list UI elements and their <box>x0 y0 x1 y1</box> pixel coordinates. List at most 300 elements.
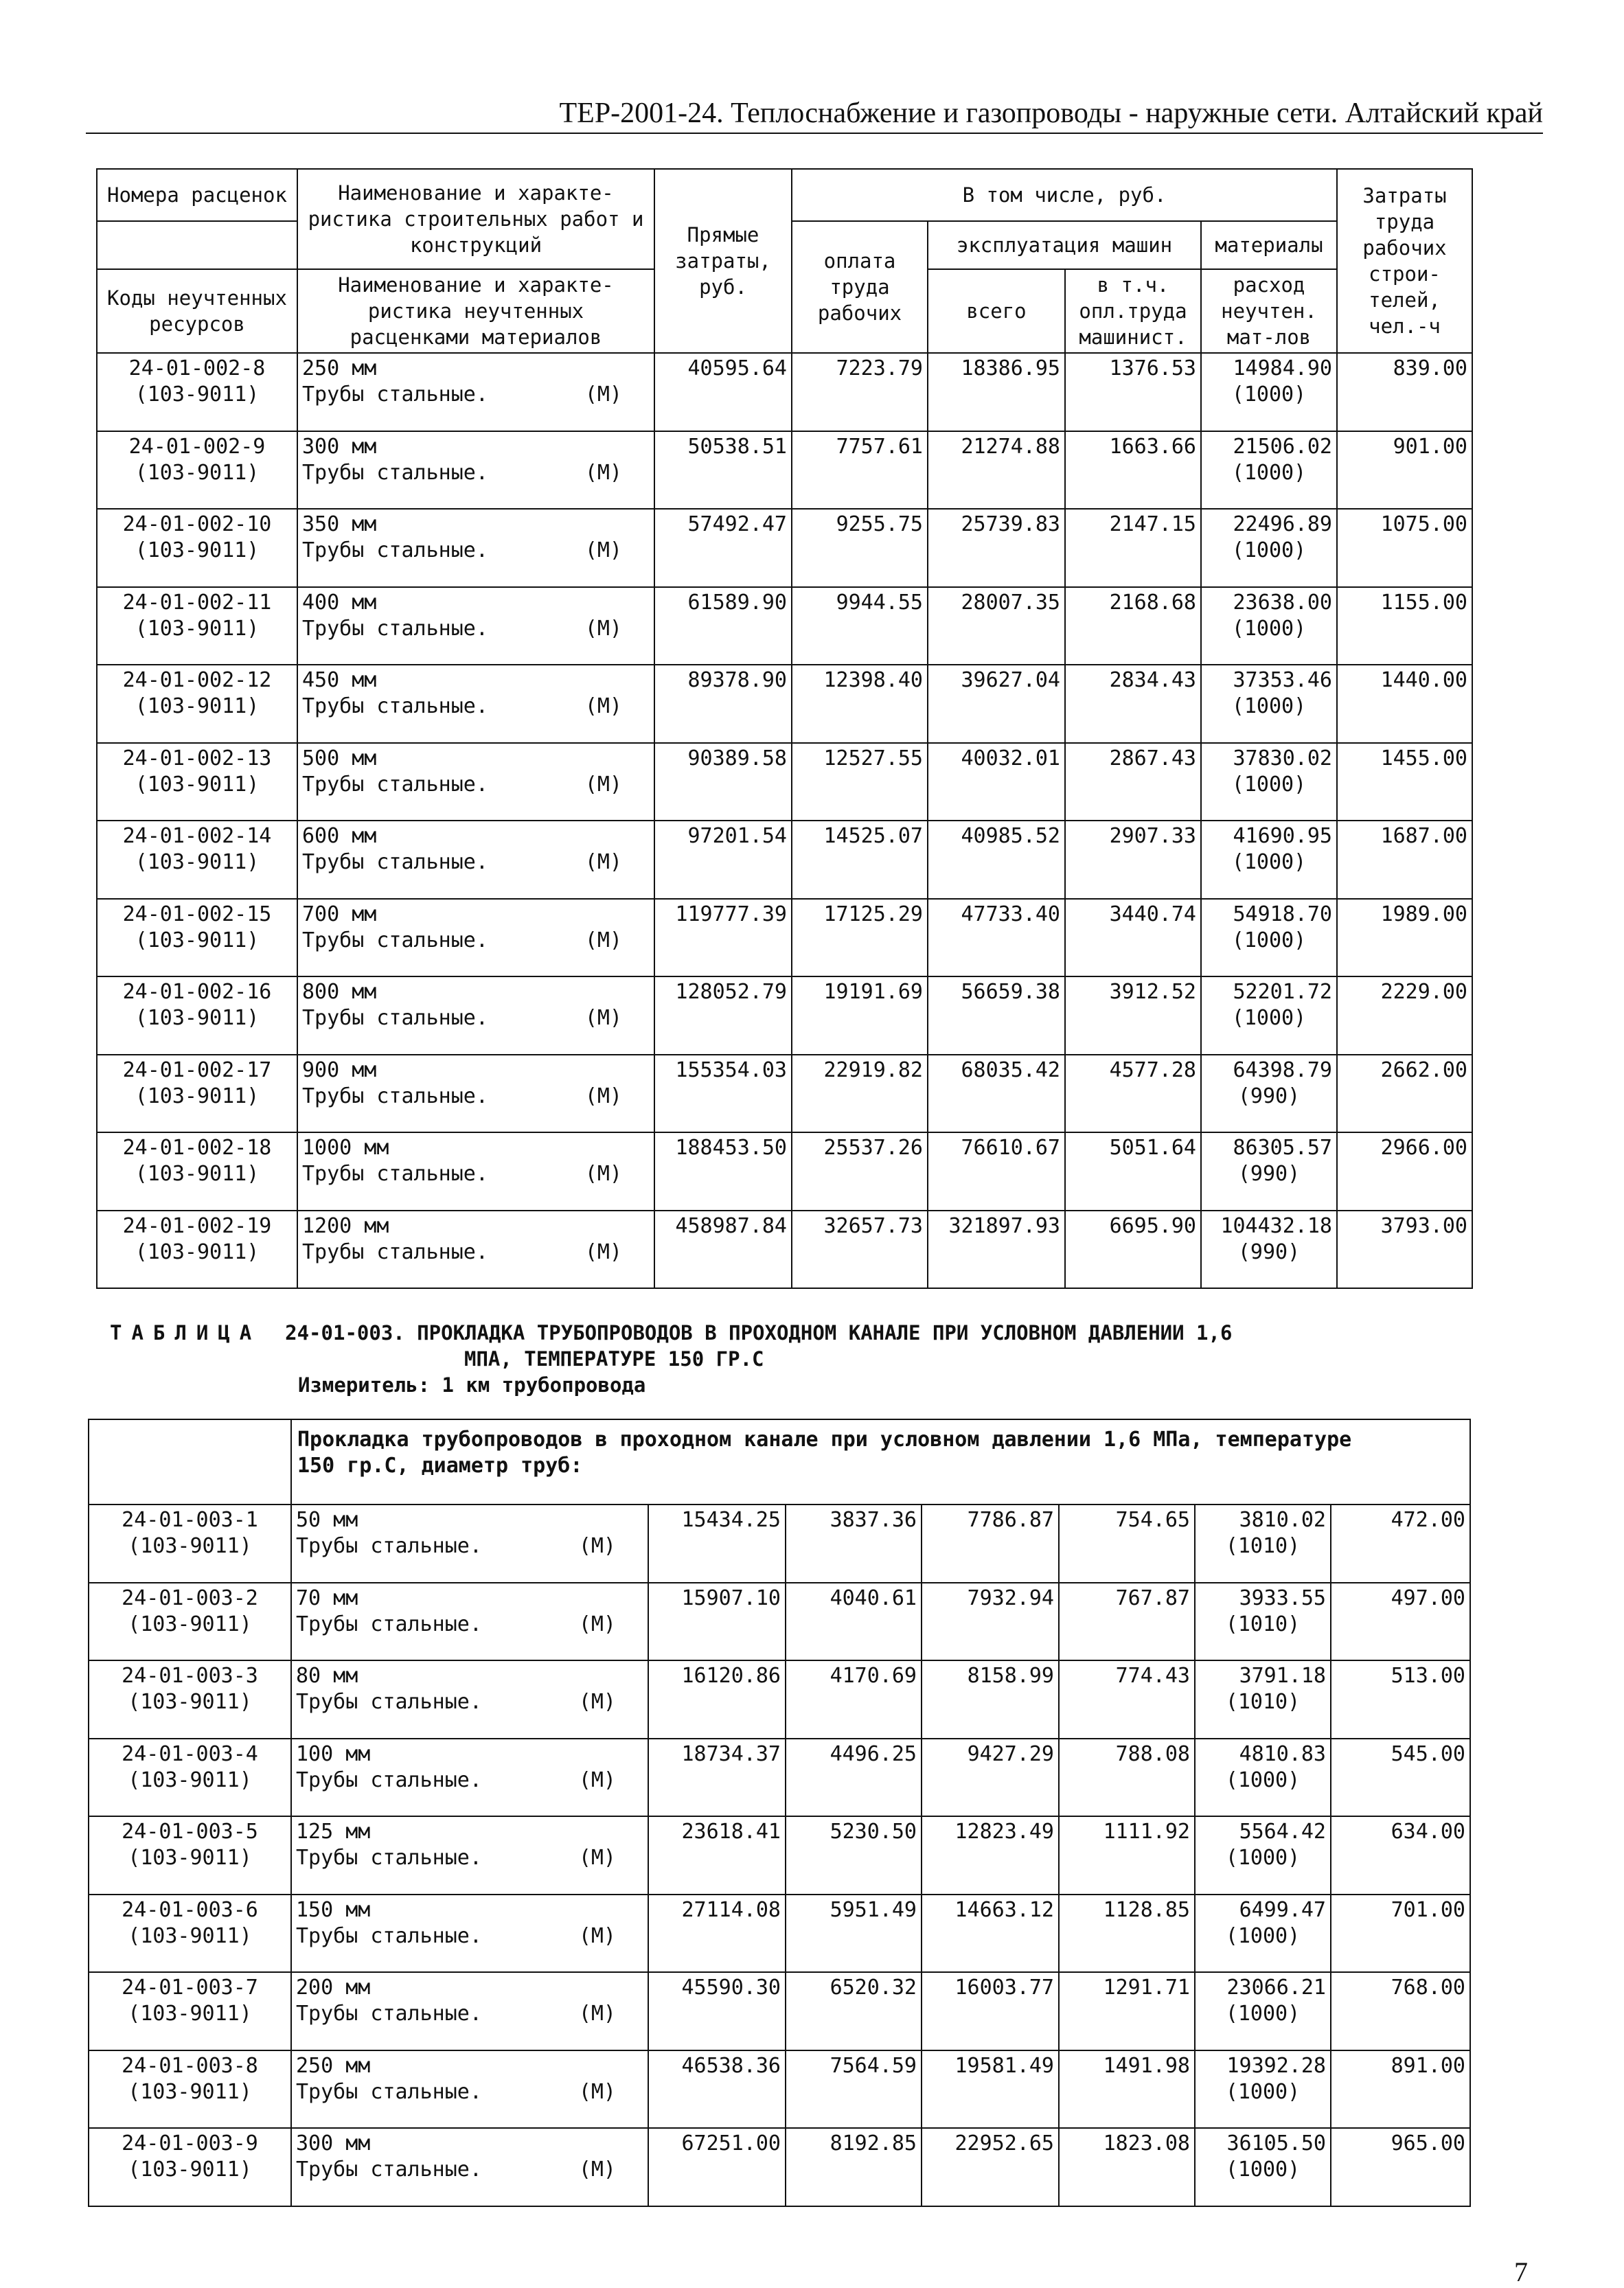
labor-hours-cell <box>1331 1972 1470 2050</box>
labor-hours-cell <box>1337 821 1472 899</box>
machine-labor: 2867.43 <box>1109 746 1196 770</box>
direct-cost: 15434.25 <box>681 1508 781 1532</box>
direct-cost-cell <box>654 431 792 510</box>
table-row <box>89 1972 1470 2050</box>
work-name-cell <box>291 1505 648 1583</box>
rate-code: 24-01-003-9 <box>122 2131 258 2155</box>
rate-code-cell <box>97 665 297 743</box>
material-name: Трубы стальные. <box>302 772 488 797</box>
direct-cost: 61589.90 <box>687 590 787 615</box>
table-row <box>97 821 1472 899</box>
labor-pay-cell <box>792 899 928 977</box>
machine-total-cell <box>928 431 1065 510</box>
rate-code-cell <box>89 2128 291 2206</box>
table-row <box>89 1583 1470 1661</box>
machine-total-cell <box>928 976 1065 1055</box>
rate-code-cell <box>97 1132 297 1211</box>
labor-hours: 1440.00 <box>1380 668 1467 692</box>
labor-hours-cell <box>1337 509 1472 587</box>
labor-hours: 634.00 <box>1391 1820 1465 1844</box>
material-name: Трубы стальные. <box>296 1923 482 1948</box>
machine-total-cell <box>928 509 1065 587</box>
machine-labor: 1111.92 <box>1103 1820 1190 1844</box>
materials-qty: (1000) <box>1231 460 1307 485</box>
pipe-diameter: 250 мм <box>302 356 377 380</box>
direct-cost-cell <box>654 976 792 1055</box>
labor-hours-cell <box>1337 665 1472 743</box>
rate-code: 24-01-002-13 <box>122 746 272 770</box>
pipe-diameter: 300 мм <box>296 2131 371 2155</box>
materials-qty: (1000) <box>1231 772 1307 797</box>
materials-qty: (1000) <box>1225 2002 1301 2026</box>
labor-hours-cell <box>1337 353 1472 431</box>
machine-labor-cell <box>1065 743 1201 821</box>
materials-qty: (990) <box>1237 1239 1301 1264</box>
material-name: Трубы стальные. <box>302 694 488 718</box>
materials-cell <box>1201 1055 1337 1133</box>
pipe-diameter: 800 мм <box>302 980 377 1004</box>
materials-qty: (1000) <box>1225 1768 1301 1792</box>
section-description <box>291 1419 1470 1505</box>
rate-code-cell <box>97 821 297 899</box>
labor-pay-cell <box>792 665 928 743</box>
materials-qty: (1010) <box>1225 1612 1301 1636</box>
labor-hours: 965.00 <box>1391 2131 1465 2155</box>
work-name-cell <box>297 899 654 977</box>
labor-hours-cell <box>1331 1895 1470 1973</box>
material-unit: (М) <box>584 694 622 718</box>
materials-qty: (1010) <box>1225 1534 1301 1558</box>
labor-pay: 5951.49 <box>830 1897 917 1922</box>
material-line <box>302 382 650 408</box>
labor-pay: 19191.69 <box>823 980 923 1004</box>
page-number: 7 <box>1514 2256 1528 2287</box>
labor-hours: 1455.00 <box>1380 746 1467 770</box>
work-name-cell <box>291 1816 648 1895</box>
labor-pay-cell <box>786 2050 922 2129</box>
table-title-line1: 24-01-003. ПРОКЛАДКА ТРУБОПРОВОДОВ В ПРОХОДНОМ КАНАЛЕ ПРИ УСЛОВНОМ ДАВЛЕНИИ 1,6 <box>285 1321 1233 1345</box>
pipe-diameter: 200 мм <box>296 1976 371 2000</box>
pipe-diameter: 70 мм <box>296 1586 358 1610</box>
rate-code-cell <box>97 743 297 821</box>
machine-labor: 1823.08 <box>1103 2131 1190 2155</box>
resource-code: (103-9011) <box>135 1084 260 1108</box>
machine-total: 21274.88 <box>961 434 1060 459</box>
machine-labor-cell <box>1065 899 1201 977</box>
rate-code: 24-01-003-2 <box>122 1586 258 1610</box>
direct-cost-cell <box>648 1505 786 1583</box>
direct-cost-cell <box>648 1739 786 1817</box>
direct-cost-cell <box>654 743 792 821</box>
direct-cost: 97201.54 <box>687 824 787 848</box>
work-name-cell <box>291 2050 648 2129</box>
labor-pay-cell <box>792 509 928 587</box>
table-row <box>89 1660 1470 1739</box>
resource-code: (103-9011) <box>135 616 260 641</box>
materials-cost: 41690.95 <box>1233 824 1332 848</box>
direct-cost-cell <box>654 1055 792 1133</box>
table-row <box>97 743 1472 821</box>
table-title-line2: МПА, ТЕМПЕРАТУРЕ 150 ГР.С <box>464 1347 764 1371</box>
labor-pay-cell <box>792 1055 928 1133</box>
table-row <box>97 587 1472 665</box>
machine-total: 7786.87 <box>967 1508 1054 1532</box>
labor-pay: 3837.36 <box>830 1508 917 1532</box>
machine-labor: 3912.52 <box>1109 980 1196 1004</box>
material-line <box>302 1084 650 1110</box>
labor-pay-cell <box>786 1583 922 1661</box>
labor-hours-cell <box>1331 2050 1470 2129</box>
resource-code: (103-9011) <box>128 2079 252 2104</box>
pipe-diameter: 300 мм <box>302 434 377 459</box>
labor-hours-cell <box>1331 1660 1470 1739</box>
machine-labor-cell <box>1065 1132 1201 1211</box>
work-name-cell <box>291 2128 648 2206</box>
machine-labor-cell <box>1059 1816 1195 1895</box>
materials-qty: (1000) <box>1231 694 1307 718</box>
machine-total: 8158.99 <box>967 1664 1054 1688</box>
material-name: Трубы стальные. <box>296 1534 482 1558</box>
materials-cost: 3933.55 <box>1239 1586 1326 1610</box>
table-row <box>89 1895 1470 1973</box>
section-line2: 150 гр.С, диаметр труб: <box>297 1454 583 1478</box>
labor-pay-cell <box>786 1972 922 2050</box>
material-line <box>302 928 650 954</box>
materials-cell <box>1201 899 1337 977</box>
material-line <box>296 2079 643 2105</box>
direct-cost-cell <box>654 353 792 431</box>
pipe-diameter: 1000 мм <box>302 1136 389 1160</box>
material-name: Трубы стальные. <box>296 1846 482 1870</box>
materials-cost: 37353.46 <box>1233 668 1332 692</box>
material-unit: (М) <box>578 2079 616 2104</box>
direct-cost: 46538.36 <box>681 2053 781 2078</box>
machine-labor: 1663.66 <box>1109 434 1196 459</box>
machine-labor-cell <box>1065 509 1201 587</box>
machine-labor-cell <box>1059 1505 1195 1583</box>
machine-total: 40032.01 <box>961 746 1060 770</box>
materials-cell <box>1201 431 1337 510</box>
rate-code-cell <box>89 1505 291 1583</box>
work-name-cell <box>297 665 654 743</box>
materials-qty: (990) <box>1237 1162 1301 1186</box>
direct-cost: 40595.64 <box>687 356 787 380</box>
table-row <box>97 976 1472 1055</box>
direct-cost: 89378.90 <box>687 668 787 692</box>
materials-cell <box>1201 821 1337 899</box>
work-name-cell <box>297 1055 654 1133</box>
materials-cell <box>1195 1505 1331 1583</box>
resource-code: (103-9011) <box>128 1534 252 1558</box>
material-line <box>296 1923 643 1949</box>
table-row <box>89 2128 1470 2206</box>
labor-hours-cell <box>1337 1055 1472 1133</box>
labor-hours-cell <box>1337 1132 1472 1211</box>
resource-code: (103-9011) <box>135 1006 260 1030</box>
col-including-header: В том числе, руб. <box>792 169 1337 221</box>
material-line <box>296 2001 643 2027</box>
materials-cell <box>1201 509 1337 587</box>
material-line <box>296 1845 643 1871</box>
rate-code: 24-01-003-6 <box>122 1897 258 1922</box>
labor-hours: 3793.00 <box>1380 1213 1467 1238</box>
machine-labor-cell <box>1059 1660 1195 1739</box>
direct-cost-cell <box>654 821 792 899</box>
direct-cost-cell <box>654 587 792 665</box>
rate-code-cell <box>97 353 297 431</box>
material-name: Трубы стальные. <box>296 2158 482 2182</box>
pipe-diameter: 700 мм <box>302 902 377 926</box>
direct-cost: 18734.37 <box>681 1741 781 1766</box>
rate-code-cell <box>97 509 297 587</box>
labor-hours: 901.00 <box>1393 434 1467 459</box>
resource-code: (103-9011) <box>135 538 260 562</box>
table-label: ТАБЛИЦА <box>110 1321 262 1345</box>
material-unit: (М) <box>584 928 622 952</box>
labor-hours-cell <box>1337 743 1472 821</box>
work-name-cell <box>297 431 654 510</box>
labor-pay: 14525.07 <box>823 824 923 848</box>
material-unit: (М) <box>578 1534 616 1558</box>
materials-cost: 14984.90 <box>1233 356 1332 380</box>
rate-code: 24-01-003-7 <box>122 1976 258 2000</box>
col-rate-number-header: Номера расценок <box>97 169 297 221</box>
direct-cost-cell <box>648 1583 786 1661</box>
direct-cost-cell <box>648 2050 786 2129</box>
resource-code: (103-9011) <box>135 1162 260 1186</box>
labor-hours: 891.00 <box>1391 2053 1465 2078</box>
labor-hours-cell <box>1337 1211 1472 1289</box>
machine-labor-cell <box>1065 665 1201 743</box>
machine-total: 76610.67 <box>961 1136 1060 1160</box>
machine-total: 40985.52 <box>961 824 1060 848</box>
machine-labor-cell <box>1065 431 1201 510</box>
labor-pay: 4496.25 <box>830 1741 917 1766</box>
direct-cost-cell <box>648 1816 786 1895</box>
machine-labor: 2147.15 <box>1109 512 1196 536</box>
rate-code: 24-01-003-4 <box>122 1741 258 1766</box>
machine-total: 68035.42 <box>961 1057 1060 1082</box>
machine-total-cell <box>922 1816 1059 1895</box>
work-name-cell <box>291 1583 648 1661</box>
machine-labor: 1376.53 <box>1109 356 1196 380</box>
labor-pay-cell <box>786 2128 922 2206</box>
col-materials-sub-header: расход неучтен. мат-лов <box>1201 269 1337 353</box>
materials-cost: 36105.50 <box>1226 2131 1326 2155</box>
machine-total-cell <box>928 587 1065 665</box>
pipe-diameter: 125 мм <box>296 1820 371 1844</box>
col-material-name-header: Наименование и характе-ристика неучтенных расценками материалов <box>297 269 654 353</box>
rate-code: 24-01-003-5 <box>122 1820 258 1844</box>
labor-pay: 5230.50 <box>830 1820 917 1844</box>
materials-cost: 22496.89 <box>1233 512 1332 536</box>
labor-pay-cell <box>792 976 928 1055</box>
rate-code: 24-01-002-11 <box>122 590 272 615</box>
rate-code-cell <box>89 1895 291 1973</box>
table-row <box>89 1739 1470 1817</box>
labor-hours-cell <box>1337 587 1472 665</box>
labor-pay: 32657.73 <box>823 1213 923 1238</box>
labor-hours: 2966.00 <box>1380 1136 1467 1160</box>
machine-labor: 4577.28 <box>1109 1057 1196 1082</box>
pipe-diameter: 80 мм <box>296 1664 358 1688</box>
material-name: Трубы стальные. <box>302 850 488 874</box>
table-row <box>89 1816 1470 1895</box>
labor-hours: 513.00 <box>1391 1664 1465 1688</box>
resource-code: (103-9011) <box>135 850 260 874</box>
machine-labor-cell <box>1059 2050 1195 2129</box>
labor-hours: 2662.00 <box>1380 1057 1467 1082</box>
materials-qty: (1000) <box>1231 1006 1307 1030</box>
materials-qty: (1000) <box>1231 850 1307 874</box>
resource-code: (103-9011) <box>128 1846 252 1870</box>
machine-total: 321897.93 <box>948 1213 1060 1238</box>
direct-cost: 458987.84 <box>675 1213 787 1238</box>
resource-code: (103-9011) <box>128 2002 252 2026</box>
material-unit: (М) <box>584 460 622 485</box>
labor-pay: 8192.85 <box>830 2131 917 2155</box>
direct-cost-cell <box>654 1211 792 1289</box>
machine-total-cell <box>928 821 1065 899</box>
rate-code: 24-01-002-14 <box>122 824 272 848</box>
work-name-cell <box>291 1660 648 1739</box>
material-name: Трубы стальные. <box>302 1162 488 1186</box>
rate-code-cell <box>97 976 297 1055</box>
labor-pay: 7564.59 <box>830 2053 917 2078</box>
material-unit: (М) <box>584 616 622 641</box>
machine-total: 28007.35 <box>961 590 1060 615</box>
labor-hours-cell <box>1331 1816 1470 1895</box>
rate-code-cell <box>97 1211 297 1289</box>
labor-pay: 4040.61 <box>830 1586 917 1610</box>
machine-labor: 1128.85 <box>1103 1897 1190 1922</box>
labor-pay: 7757.61 <box>836 434 923 459</box>
pipe-diameter: 100 мм <box>296 1741 371 1766</box>
materials-cost: 4810.83 <box>1239 1741 1326 1766</box>
machine-labor-cell <box>1059 1972 1195 2050</box>
materials-cell <box>1201 976 1337 1055</box>
rate-code-cell <box>89 1816 291 1895</box>
pipe-diameter: 400 мм <box>302 590 377 615</box>
work-name-cell <box>297 353 654 431</box>
materials-cost: 104432.18 <box>1220 1213 1332 1238</box>
materials-cost: 19392.28 <box>1226 2053 1326 2078</box>
materials-qty: (990) <box>1237 1084 1301 1108</box>
direct-cost: 27114.08 <box>681 1897 781 1922</box>
labor-pay-cell <box>786 1816 922 1895</box>
labor-hours: 497.00 <box>1391 1586 1465 1610</box>
resource-code: (103-9011) <box>135 460 260 485</box>
machine-total: 39627.04 <box>961 668 1060 692</box>
pipe-diameter: 900 мм <box>302 1057 377 1082</box>
table-title <box>110 1320 1232 1372</box>
direct-cost-cell <box>654 509 792 587</box>
materials-cell <box>1195 1972 1331 2050</box>
material-line <box>302 1239 650 1266</box>
material-unit: (М) <box>578 1846 616 1870</box>
labor-pay-cell <box>792 353 928 431</box>
resource-code: (103-9011) <box>128 1612 252 1636</box>
machine-labor-cell <box>1065 353 1201 431</box>
machine-labor: 1491.98 <box>1103 2053 1190 2078</box>
material-unit: (М) <box>584 538 622 562</box>
material-unit: (М) <box>584 850 622 874</box>
machine-total: 47733.40 <box>961 902 1060 926</box>
materials-cost: 3791.18 <box>1239 1664 1326 1688</box>
rate-code-cell <box>89 1972 291 2050</box>
materials-cost: 3810.02 <box>1239 1508 1326 1532</box>
machine-total: 56659.38 <box>961 980 1060 1004</box>
resource-code: (103-9011) <box>135 382 260 407</box>
machine-labor: 1291.71 <box>1103 1976 1190 2000</box>
pipe-diameter: 150 мм <box>296 1897 371 1922</box>
machine-labor-cell <box>1065 821 1201 899</box>
col-rate-number-header-spacer <box>97 221 297 269</box>
materials-cost: 21506.02 <box>1233 434 1332 459</box>
pipe-diameter: 600 мм <box>302 824 377 848</box>
table-row <box>97 665 1472 743</box>
rate-code: 24-01-002-10 <box>122 512 272 536</box>
direct-cost-cell <box>648 1660 786 1739</box>
machine-total: 22952.65 <box>954 2131 1054 2155</box>
rate-code: 24-01-003-8 <box>122 2053 258 2078</box>
rate-code: 24-01-003-3 <box>122 1664 258 1688</box>
machine-total-cell <box>928 665 1065 743</box>
rate-code-cell <box>89 1660 291 1739</box>
machine-total-cell <box>922 2128 1059 2206</box>
labor-pay: 25537.26 <box>823 1136 923 1160</box>
materials-cost: 52201.72 <box>1233 980 1332 1004</box>
material-unit: (М) <box>584 1006 622 1030</box>
price-table-24-01-002 <box>96 168 1473 1289</box>
machine-labor: 767.87 <box>1115 1586 1190 1610</box>
section-spacer <box>89 1419 291 1505</box>
machine-labor-cell <box>1059 1583 1195 1661</box>
labor-pay: 22919.82 <box>823 1057 923 1082</box>
labor-hours-cell <box>1331 1739 1470 1817</box>
material-name: Трубы стальные. <box>302 382 488 407</box>
direct-cost: 155354.03 <box>675 1057 787 1082</box>
machine-labor-cell <box>1059 1739 1195 1817</box>
machine-total: 25739.83 <box>961 512 1060 536</box>
rate-code: 24-01-002-12 <box>122 668 272 692</box>
labor-hours: 2229.00 <box>1380 980 1467 1004</box>
rate-code: 24-01-003-1 <box>122 1508 258 1532</box>
labor-pay-cell <box>792 743 928 821</box>
labor-hours: 839.00 <box>1393 356 1467 380</box>
machine-total-cell <box>922 1583 1059 1661</box>
material-line <box>296 2157 643 2183</box>
machine-labor-cell <box>1065 976 1201 1055</box>
table-row <box>97 509 1472 587</box>
materials-qty: (1000) <box>1231 538 1307 562</box>
col-machine-ops-header: эксплуатация машин <box>928 221 1201 269</box>
direct-cost-cell <box>648 1972 786 2050</box>
direct-cost: 67251.00 <box>681 2131 781 2155</box>
material-unit: (М) <box>578 2002 616 2026</box>
material-line <box>302 694 650 720</box>
table-row <box>89 2050 1470 2129</box>
machine-labor: 788.08 <box>1115 1741 1190 1766</box>
materials-qty: (1000) <box>1225 2079 1301 2104</box>
labor-pay-cell <box>786 1895 922 1973</box>
rate-code-cell <box>89 2050 291 2129</box>
machine-total: 16003.77 <box>954 1976 1054 2000</box>
labor-hours: 1075.00 <box>1380 512 1467 536</box>
work-name-cell <box>297 821 654 899</box>
material-unit: (М) <box>584 1239 622 1264</box>
labor-hours: 1687.00 <box>1380 824 1467 848</box>
